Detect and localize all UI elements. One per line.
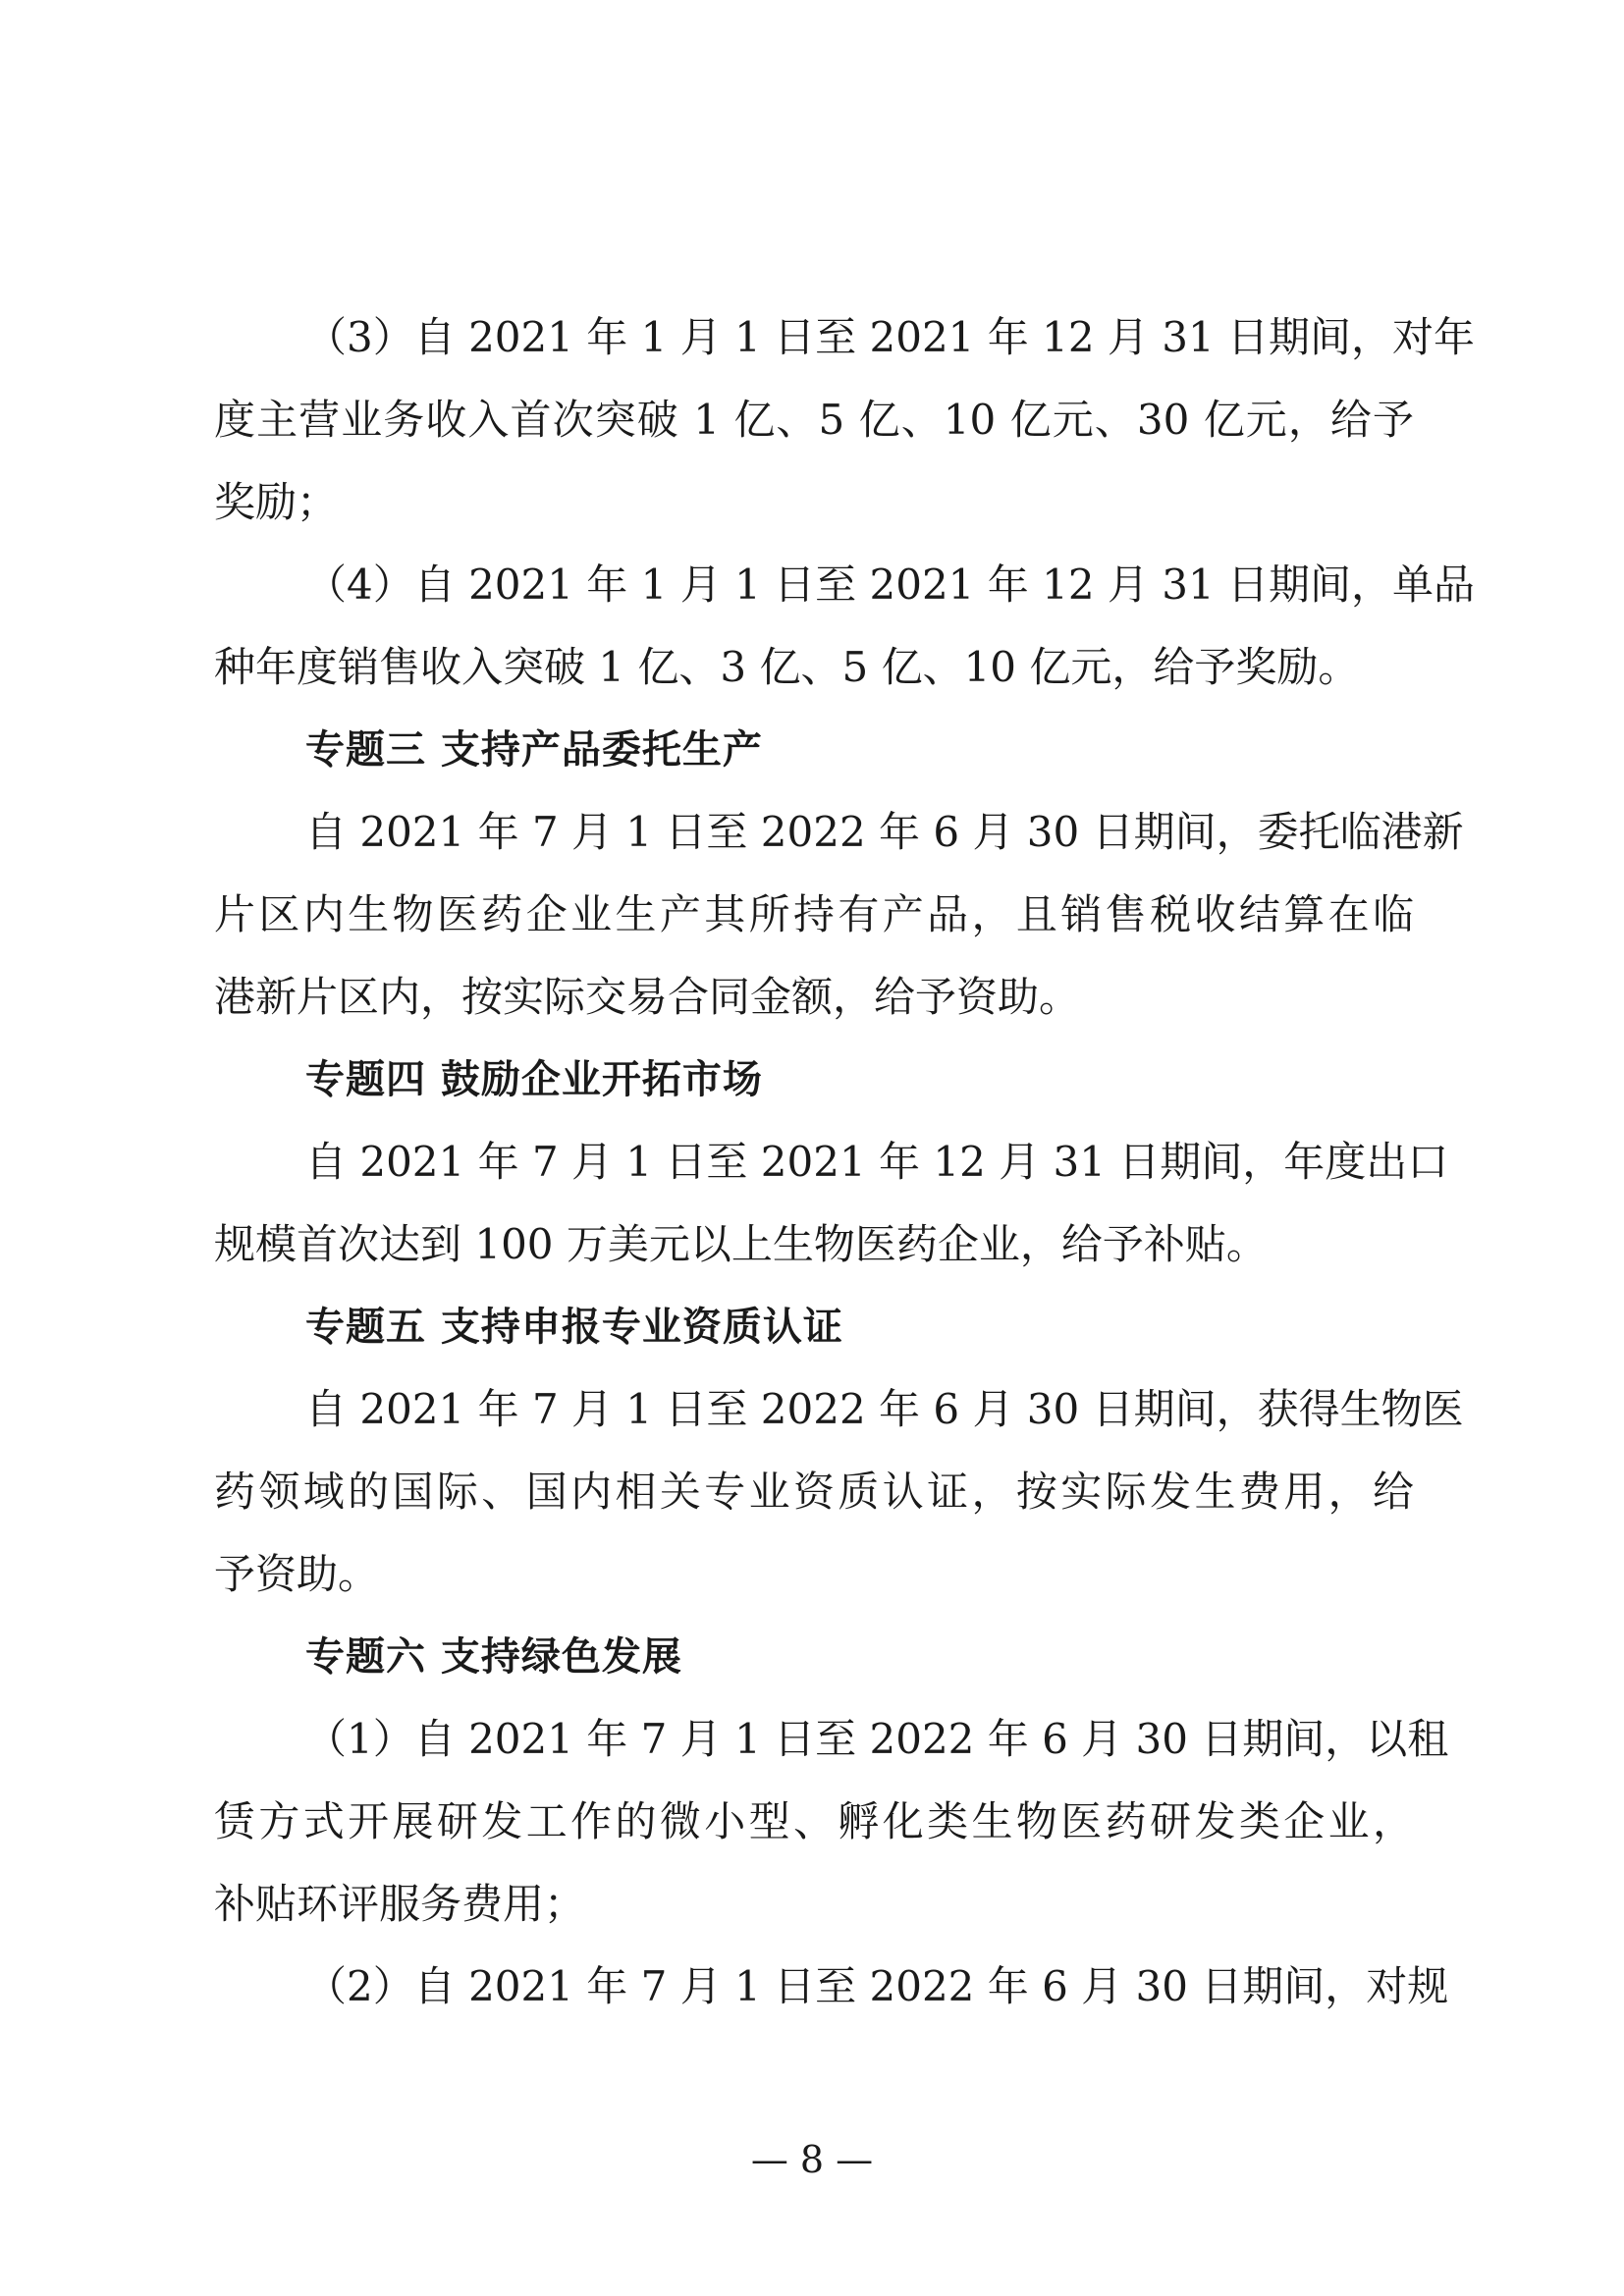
section-3-body-line-3: 港新片区内，按实际交易合同金额，给予资助。 — [214, 973, 1081, 1021]
paragraph-3-line-1: （3）自 2021 年 1 月 1 日至 2021 年 12 月 31 日期间，对年 — [305, 313, 1476, 361]
section-heading-6: 专题六 支持绿色发展 — [305, 1634, 682, 1680]
section-6-item-2-line-1: （2）自 2021 年 7 月 1 日至 2022 年 6 月 30 日期间，对规 — [305, 1962, 1449, 2010]
section-heading-5: 专题五 支持申报专业资质认证 — [305, 1305, 843, 1350]
paragraph-3-line-2: 度主营业务收入首次突破 1 亿、5 亿、10 亿元、30 亿元，给予 — [214, 396, 1414, 444]
section-4-body-line-1: 自 2021 年 7 月 1 日至 2021 年 12 月 31 日期间，年度出口 — [305, 1138, 1449, 1186]
section-6-item-1-line-2: 赁方式开展研发工作的微小型、孵化类生物医药研发类企业， — [214, 1797, 1414, 1845]
paragraph-4-line-1: （4）自 2021 年 1 月 1 日至 2021 年 12 月 31 日期间，单品 — [305, 561, 1476, 609]
paragraph-4-line-2: 种年度销售收入突破 1 亿、3 亿、5 亿、10 亿元，给予奖励。 — [214, 643, 1360, 691]
section-5-body-line-3: 予资助。 — [214, 1550, 380, 1598]
section-6-item-1-line-3: 补贴环评服务费用； — [214, 1880, 586, 1928]
section-4-body-line-2: 规模首次达到 100 万美元以上生物医药企业，给予补贴。 — [214, 1220, 1268, 1268]
section-3-body-line-2: 片区内生物医药企业生产其所持有产品，且销售税收结算在临 — [214, 890, 1414, 938]
paragraph-3-line-3: 奖励； — [214, 478, 339, 526]
section-5-body-line-1: 自 2021 年 7 月 1 日至 2022 年 6 月 30 日期间，获得生物医 — [305, 1385, 1464, 1433]
section-heading-3: 专题三 支持产品委托生产 — [305, 727, 763, 773]
page-number: — 8 — — [750, 2138, 874, 2181]
section-6-item-1-line-1: （1）自 2021 年 7 月 1 日至 2022 年 6 月 30 日期间，以租 — [305, 1715, 1449, 1763]
section-3-body-line-1: 自 2021 年 7 月 1 日至 2022 年 6 月 30 日期间，委托临港新 — [305, 808, 1464, 856]
section-5-body-line-2: 药领域的国际、国内相关专业资质认证，按实际发生费用，给 — [214, 1468, 1414, 1516]
section-heading-4: 专题四 鼓励企业开拓市场 — [305, 1057, 763, 1102]
